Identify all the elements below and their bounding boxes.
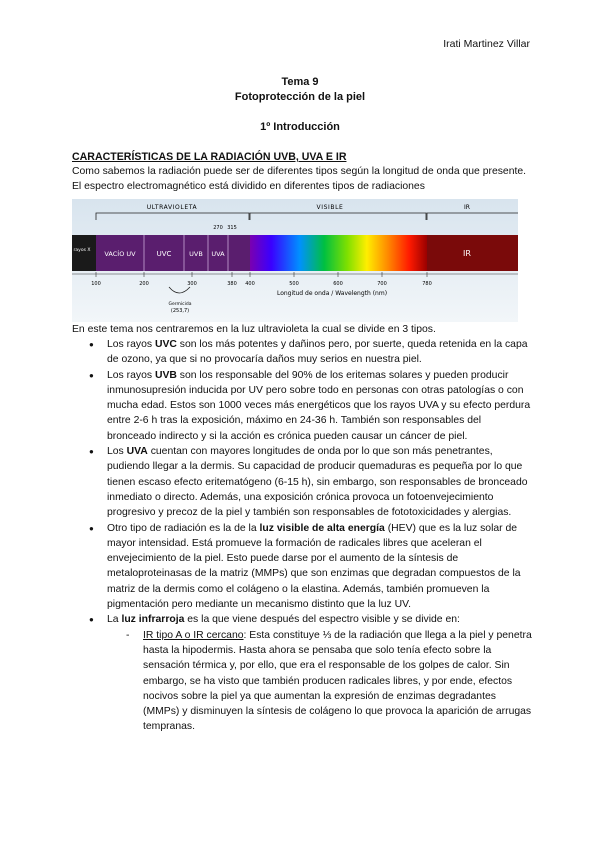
axis-tick-label: 400 — [245, 281, 255, 287]
band-xray — [72, 235, 96, 271]
axis-tick-label: 600 — [333, 281, 343, 287]
band-visible — [250, 235, 427, 271]
label-visible: VISIBLE — [316, 204, 344, 211]
list-item-uva: ● Los UVA cuentan con mayores longitudes de onda por lo que son más penetrantes, pudiendo llegar a la dermis. Su capacidad de producir quemaduras es pequeña por lo que tienen escaso efecto eritematógeno (6-15 h), sin embargo, son responsables de bronceado inmediato o directo. Además, una exposición crónica provoca un fotoenvejecimiento progresivo y precoz de la piel y también son responsables de fototoxicidades y alergias. — [72, 444, 532, 520]
band-ir — [427, 235, 518, 271]
sublist-item-ira: - IR tipo A o IR cercano: Esta constituye ⅓ de la radiación que llega a la piel y penetra hasta la hipodermis. Hasta ahora se pensaba que solo tenía efecto sobre la sensación térmica y, por ello, que era el responsable de los golpes de calor. Sin embargo, se ha visto que también producen radicales libres, y por ende, efectos nocivos sobre la piel ya que aumentan la expresión de enzimas degradantes (MMPs) y disminuyen la síntesis de colágeno lo que provoca la aparición de arrugas tempranas. — [107, 628, 532, 735]
list-item-hev: ● Otro tipo de radiación es la de la luz visible de alta energía (HEV) que es la luz solar de mayor intensidad. Está promueve la formación de radicales libres que aceleran el envejecimiento de la piel. Esto puede darse por el aumento de la síntesis de metaloproteinasas de la matriz (MMPs) que son enzimas que degradan compuestos de la matriz de la dermis como el colágeno o la elastina. Además, también promueven la pigmentación pero mediante un mecanismo distinto que la luz UV. — [72, 521, 532, 613]
list-item-ir: ● La luz infrarroja es la que viene después del espectro visible y se divide en: - IR tipo A o IR cercano: Esta constituye ⅓ de la radiación que llega a la piel y penetra hasta la hipodermis. Hasta ahora se pensaba que solo tenía efecto sobre la sensación térmica y, por ello, que era el responsable de los golpes de calor. Sin embargo, se ha visto que también producen radicales libres, y por ende, efectos nocivos sobre la piel ya que aumentan la expresión de enzimas degradantes (MMPs) y disminuyen la síntesis de colágeno lo que provoca la aparición de arrugas tempranas. — [72, 612, 532, 734]
ir-sublist — [107, 628, 532, 735]
band-label-uva: UVA — [211, 250, 225, 258]
axis-tick-label: 780 — [422, 281, 432, 287]
lead-paragraph: En este tema nos centraremos en la luz ultravioleta la cual se divide en 3 tipos. — [72, 324, 436, 335]
tick-270: 270 — [213, 225, 223, 231]
axis-tick-label: 380 — [227, 281, 237, 287]
band-label-vacio: VACÍO UV — [104, 250, 136, 258]
germicidal-label: Germicida — [168, 302, 192, 307]
list-item-uvc: ● Los rayos UVC son los más potentes y dañinos pero, por suerte, queda retenida en la capa de ozono, ya que si no provocaría daños muy serios en nuestra piel. — [72, 337, 532, 368]
axis-tick-label: 200 — [139, 281, 149, 287]
page-title: Fotoprotección de la piel — [234, 91, 366, 103]
section-title: 1º Introducción — [260, 121, 340, 133]
band-label-uvc: UVC — [156, 250, 172, 258]
radiation-list — [72, 337, 532, 735]
axis-tick-label: 700 — [377, 281, 387, 287]
band-label-xray: rayos X — [73, 248, 91, 253]
axis-label: Longitud de onda / Wavelength (nm) — [276, 290, 388, 297]
tick-315: 315 — [227, 225, 237, 231]
label-ultravioleta: ULTRAVIOLETA — [146, 204, 198, 211]
band-label-uvb: UVB — [189, 250, 203, 258]
spectrum-figure — [72, 199, 518, 322]
label-ir: IR — [464, 204, 470, 211]
list-item-uvb: ● Los rayos UVB son los responsable del 90% de los eritemas solares y pueden producir inmunosupresión inducida por UV pero sobre todo en personas con otras patologías o con mucha edad. Estos son 1000 veces más energéticos que los rayos UVA y su efecto perdura entre 2-6 h tras la exposición, máximo en 24-36 h. También son responsables del bronceado indirecto y si la acción es crónica pueden causar un cáncer de piel. — [72, 368, 532, 444]
axis-tick-label: 300 — [187, 281, 197, 287]
intro-paragraph: Como sabemos la radiación puede ser de diferentes tipos según la longitud de onda que presente. El espectro electromagnético está dividido en diferentes tipos de radiaciones — [72, 166, 527, 193]
section-heading: CARACTERÍSTICAS DE LA RADIACIÓN UVB, UVA E IR — [72, 151, 347, 163]
topic-number: Tema 9 — [281, 76, 319, 88]
axis-tick-label: 100 — [91, 281, 101, 287]
band-label-ir: IR — [463, 249, 471, 258]
author-name: Irati Martinez Villar — [443, 38, 530, 50]
germicidal-value: (253,7) — [170, 308, 190, 314]
axis-tick-label: 500 — [289, 281, 299, 287]
